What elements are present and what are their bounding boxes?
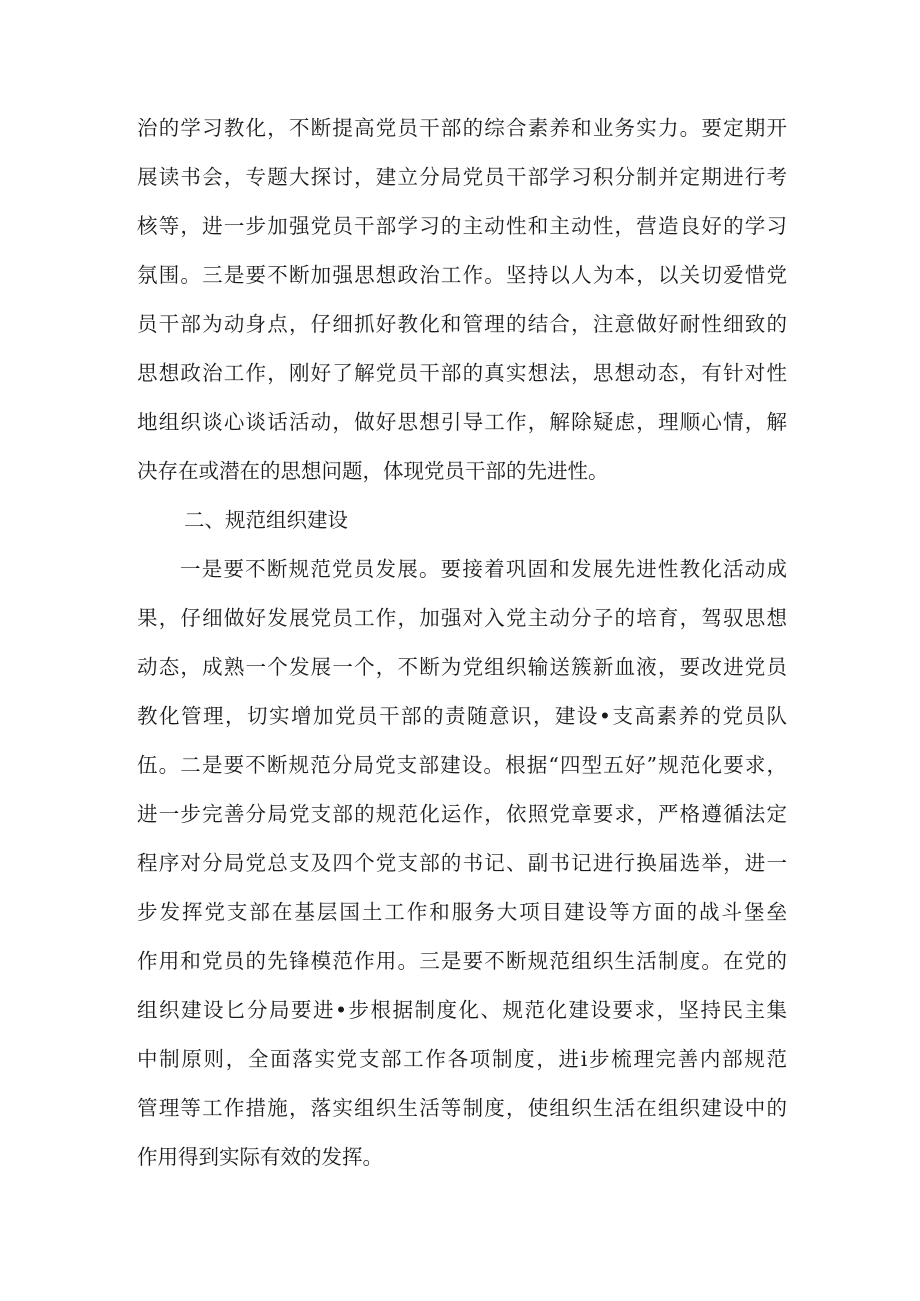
paragraph-line: 作用得到实际有效的发挥。 — [137, 1145, 383, 1169]
paragraph-line: 动态，成熟一个发展一个，不断为党组织输送簇新血液，要改进党员 — [137, 655, 787, 679]
paragraph-line: 员干部为动身点，仔细抓好教化和管理的结合，注意做好耐性细致的 — [137, 312, 787, 336]
paragraph-line: 治的学习教化，不断提高党员干部的综合素养和业务实力。要定期开 — [137, 116, 787, 140]
paragraph-line: 地组织谈心谈话活动，做好思想引导工作，解除疑虑，理顺心情，解 — [137, 410, 787, 434]
paragraph-line: 展读书会，专题大探讨，建立分局党员干部学习积分制并定期进行考 — [137, 165, 787, 189]
paragraph-line: 决存在或潜在的思想问题，体现党员干部的先进性。 — [137, 459, 609, 483]
paragraph-line: 伍。二是要不断规范分局党支部建设。根据“四型五好”规范化要求， — [137, 753, 787, 777]
paragraph-line: 氛围。三是要不断加强思想政治工作。坚持以人为本，以关切爱惜党 — [137, 263, 787, 287]
section-heading: 二、规范组织建设 — [184, 508, 348, 532]
paragraph-line: 程序对分局党总支及四个党支部的书记、副书记进行换届选举，进一 — [137, 851, 787, 875]
paragraph-line: 教化管理，切实增加党员干部的责随意识，建设•支高素养的党员队 — [137, 704, 787, 728]
paragraph-line: 思想政治工作，刚好了解党员干部的真实想法，思想动态，有针对性 — [137, 361, 787, 385]
paragraph-line: 组织建设匕分局要进•步根据制度化、规范化建设要求，坚持民主集 — [137, 998, 787, 1022]
paragraph-line: 管理等工作措施，落实组织生活等制度，使组织生活在组织建设中的 — [137, 1096, 787, 1120]
paragraph-line: 进一步完善分局党支部的规范化运作，依照党章要求，严格遵循法定 — [137, 802, 787, 826]
paragraph-line: 作用和党员的先锋模范作用。三是要不断规范组织生活制度。在党的 — [137, 949, 787, 973]
paragraph-line: 步发挥党支部在基层国土工作和服务大项目建设等方面的战斗堡垒 — [137, 900, 787, 924]
paragraph-line: 一是要不断规范党员发展。要接着巩固和发展先进性教化活动成 — [180, 557, 787, 581]
paragraph-line: 果，仔细做好发展党员工作，加强对入党主动分子的培育，驾驭思想 — [137, 606, 787, 630]
paragraph-line: 核等，进一步加强党员干部学习的主动性和主动性，营造良好的学习 — [137, 214, 787, 238]
paragraph-line: 中制原则，全面落实党支部工作各项制度，进i步梳理完善内部规范 — [137, 1047, 787, 1071]
